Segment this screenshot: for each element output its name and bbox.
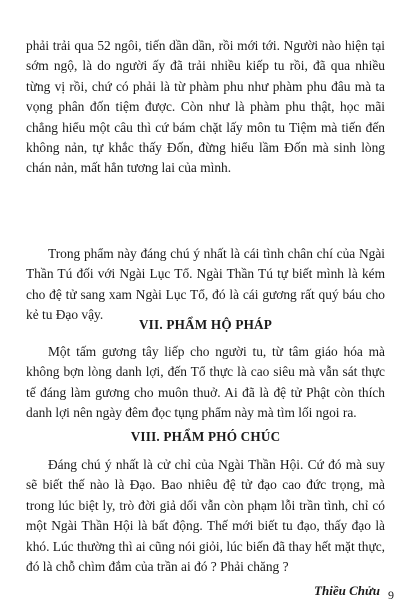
paragraph-1-text: phải trải qua 52 ngôi, tiến dần dần, rồi mới tới. Người nào hiện tại sớm ngộ, là do người ấy đã trải nhiều kiếp tu rồi, đã qua nhiều từng vị rồi, chứ có phải là từ phàm phu như phàm phu đâu mà ta vọng phân đốn tiệm được. Còn như là phàm phu thật, học mãi chẳng hiểu một câu thì cứ bám chặt lấy môn tu Tiệm mà tiến đến không nản, tự khắc thấy Đốn, đừng hiểu lầm Đốn mà sinh lòng chán nản, mất hẳn tương lai của mình.: [26, 38, 385, 176]
paragraph-3: [26, 342, 385, 424]
section-heading-vii-text: VII. PHẨM HỘ PHÁP: [138, 317, 273, 332]
section-heading-viii: [26, 427, 385, 447]
paragraph-1: [26, 36, 385, 179]
author-signature: Thiều Chửu: [314, 583, 380, 598]
section-heading-viii-text: VIII. PHẨM PHÓ CHÚC: [130, 429, 281, 444]
paragraph-3-text: Một tấm gương tây liếp cho người tu, từ tâm giáo hóa mà không bợn lòng danh lợi, đến Tổ thực là cao siêu mà vẫn sát thực tế đáng làm gương cho muôn thuở. Ai đã là đệ tử Phật còn thích danh lợi nên ngày đêm đọc tụng phẩm này mà tìm lối ngoi ra.: [26, 344, 385, 421]
paragraph-2: [26, 244, 385, 326]
section-heading-vii: [26, 315, 385, 335]
paragraph-4-text: Đáng chú ý nhất là cử chỉ của Ngài Thần Hội. Cứ đó mà suy sẽ biết thế nào là Đạo. Bao nhiêu đệ tử đạo cao đức trọng, mà trong lúc biệt ly, trò đời giả dối vẫn còn phạm lỗi trần tình, chỉ có một Ngài Thần Hội là bất động. Thế mới biết tu đạo, thấy đạo là khó. Lúc thường thì ai cũng nói giỏi, lúc biến đã thay hết mặt thực, đó là chỗ chìm đắm của trần ai đó ? Phải chăng ?: [26, 457, 385, 575]
page-number: 9: [388, 588, 394, 602]
paragraph-2-text: Trong phẩm này đáng chú ý nhất là cái tình chân chí của Ngài Thần Tú đối với Ngài Lục Tổ. Ngài Thần Tú tự biết mình là kém cho đệ tử sang xam Ngài Lục Tổ, đó là cái gương rất quý báu cho kẻ tu Đạo vậy.: [26, 246, 385, 323]
paragraph-4: [26, 455, 385, 577]
